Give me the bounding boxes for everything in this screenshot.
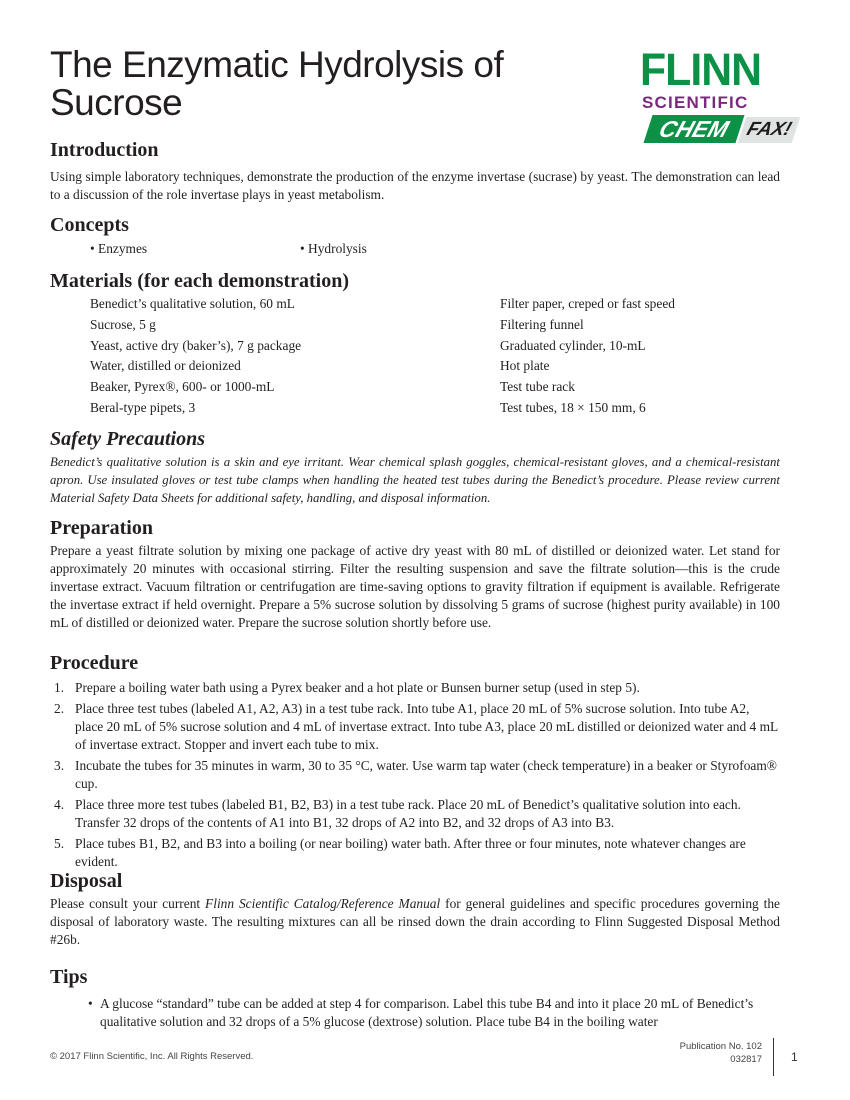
introduction-heading: Introduction <box>50 139 159 161</box>
procedure-step: 3. Incubate the tubes for 35 minutes in warm, 30 to 35 °C, water. Use warm tap water (check temperature) in a beaker or Styrofoam® cup. <box>54 758 777 791</box>
publication-info <box>680 1040 762 1066</box>
logo-flinn: FLINN <box>640 44 762 95</box>
procedure-steps <box>50 679 780 874</box>
preparation-text: Prepare a yeast filtrate solution by mixing one package of active dry yeast with 80 mL of distilled or deionized water. Let stand for approximately 20 minutes with occasional stirring. Filter the resulting suspension and save the filtrate solution—this is the crude invertase extract. Vacuum filtration or centrifugation are time-saving options to gravity filtration if equipment is available. Refrigerate the invertase extract if held overnight. Prepare a 5% sucrose solution by dissolving 5 grams of sucrose (highest purity available) in 100 mL of distilled or deionized water. Prepare the sucrose solution shortly before use. <box>50 543 780 630</box>
footer-divider <box>773 1038 774 1076</box>
material-item: Graduated cylinder, 10-mL <box>500 337 646 353</box>
title-line-1: The Enzymatic Hydrolysis of <box>50 44 504 85</box>
safety-text: Benedict’s qualitative solution is a skin and eye irritant. Wear chemical splash goggles, chemical-resistant gloves, and a chemical-resistant apron. Use insulated gloves or test tube clamps when handling the heated test tubes during the Benedict’s procedure. Please review current Material Safety Data Sheets for additional safety, handling, and disposal information. <box>50 455 780 505</box>
material-item: Filter paper, creped or fast speed <box>500 296 675 311</box>
logo-chem: CHEM <box>643 115 744 143</box>
bullet: • <box>88 996 93 1011</box>
procedure-heading: Procedure <box>50 652 139 674</box>
logo-fax: FAX! <box>738 117 800 143</box>
procedure-step: 2. Place three test tubes (labeled A1, A2, A3) in a test tube rack. Into tube A1, place 20 mL of 5% sucrose solution. Into tube A2, place 20 mL of 5% sucrose solution and 4 mL of invertase extract. Into tube A3, place 20 mL distilled or deionized water and 4 mL of invertase extract. Stopper and invert each tube to mix. <box>54 701 778 752</box>
material-item: Beaker, Pyrex®, 600- or 1000-mL <box>90 379 275 395</box>
flinn-chemfax-logo <box>638 44 800 148</box>
publication-code: 032817 <box>730 1054 762 1065</box>
title-line-2: Sucrose <box>50 82 183 123</box>
material-item: Water, distilled or deionized <box>90 358 241 374</box>
material-item: Sucrose, 5 g <box>90 316 156 332</box>
material-item: Hot plate <box>500 358 550 374</box>
disposal-text: Please consult your current Flinn Scientific Catalog/Reference Manual for general guidelines and specific procedures governing the disposal of laboratory waste. The resulting mixtures can all be rinsed down the drain according to Flinn Suggested Disposal Method #26b. <box>50 896 780 947</box>
procedure-step: 5. Place tubes B1, B2, and B3 into a boiling (or near boiling) water bath. After three or four minutes, note whatever changes are evident. <box>54 836 746 869</box>
preparation-heading: Preparation <box>50 517 153 539</box>
concept-item: • Enzymes <box>90 241 148 256</box>
catalog-title: Flinn Scientific Catalog/Reference Manual <box>205 896 441 911</box>
introduction-text: Using simple laboratory techniques, demonstrate the production of the enzyme invertase (sucrase) by yeast. The demonstration can lead to a discussion of the role invertase plays in yeast metabolism. <box>50 169 780 202</box>
material-item: Filtering funnel <box>500 316 584 332</box>
concepts-heading: Concepts <box>50 214 129 236</box>
tip-item <box>88 995 780 1031</box>
disposal-heading: Disposal <box>50 870 123 892</box>
material-item: Yeast, active dry (baker’s), 7 g package <box>90 337 302 353</box>
copyright: © 2017 Flinn Scientific, Inc. All Rights Reserved. <box>50 1051 254 1062</box>
materials-heading: Materials (for each demonstration) <box>50 270 350 292</box>
procedure-step: 1. Prepare a boiling water bath using a Pyrex beaker and a hot plate or Bunsen burner setup (used in step 5). <box>54 680 640 695</box>
procedure-step: 4. Place three more test tubes (labeled B1, B2, B3) in a test tube rack. Place 20 mL of Benedict’s qualitative solution into each. Transfer 32 drops of the contents of A1 into B1, 32 drops of A2 into B2, and 32 drops of A3 into B3. <box>54 797 741 830</box>
page-number: 1 <box>791 1050 798 1064</box>
materials-list-left <box>90 294 301 419</box>
material-item: Test tube rack <box>500 379 575 395</box>
publication-number: Publication No. 102 <box>679 1041 762 1052</box>
concept-item: • Hydrolysis <box>300 241 367 256</box>
material-item: Beral-type pipets, 3 <box>90 399 196 415</box>
material-item: Test tubes, 18 × 150 mm, 6 <box>500 399 646 415</box>
materials-list-right <box>500 294 675 419</box>
logo-chemfax-badge <box>648 115 798 145</box>
safety-heading: Safety Precautions <box>50 428 205 450</box>
tips-heading: Tips <box>50 966 88 988</box>
tip-text: A glucose “standard” tube can be added at step 4 for comparison. Label this tube B4 and into it place 20 mL of Benedict’s qualitative solution and 32 drops of a 5% glucose (dextrose) solution. Place tube B4 in the boiling water <box>100 996 754 1029</box>
logo-scientific: SCIENTIFIC <box>642 93 749 112</box>
page-title <box>50 46 610 122</box>
material-item: Benedict’s qualitative solution, 60 mL <box>90 296 295 311</box>
